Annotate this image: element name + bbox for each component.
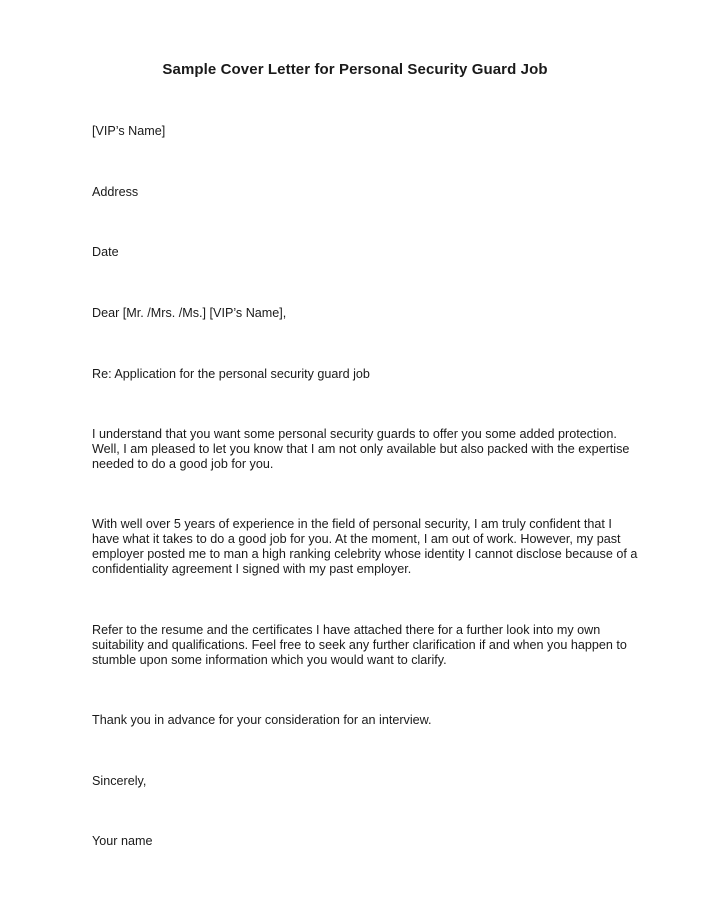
paragraph-line: I understand that you want some personal security guards to offer you some added protection. [92, 427, 617, 441]
paragraph-intro [92, 427, 652, 472]
salutation: Dear [Mr. /Mrs. /Ms.] [VIP’s Name], [92, 306, 287, 320]
paragraph-line: confidentiality agreement I signed with my past employer. [92, 562, 412, 576]
paragraph-resume [92, 623, 652, 668]
paragraph-line: Thank you in advance for your consideration for an interview. [92, 713, 432, 727]
paragraph-line: employer posted me to man a high ranking celebrity whose identity I cannot disclose because of a [92, 547, 638, 561]
paragraph-line: Refer to the resume and the certificates I have attached there for a further look into my own [92, 623, 601, 637]
paragraph-experience [92, 517, 652, 577]
paragraph-line: have what it takes to do a good job for you. At the moment, I am out of work. However, my past [92, 532, 621, 546]
subject-line: Re: Application for the personal security guard job [92, 367, 370, 381]
paragraph-thanks [92, 713, 652, 728]
recipient-address: Address [92, 185, 139, 199]
paragraph-line: Well, I am pleased to let you know that I am not only available but also packed with the expertise [92, 442, 630, 456]
letter-date: Date [92, 245, 119, 259]
recipient-name: [VIP’s Name] [92, 124, 166, 138]
document-title: Sample Cover Letter for Personal Security Guard Job [162, 61, 548, 78]
paragraph-line: needed to do a good job for you. [92, 457, 274, 471]
paragraph-line: stumble upon some information which you would want to clarify. [92, 653, 447, 667]
closing: Sincerely, [92, 774, 147, 788]
paragraph-line: With well over 5 years of experience in the field of personal security, I am truly confident that I [92, 517, 612, 531]
signature-name: Your name [92, 834, 153, 848]
paragraph-line: suitability and qualifications. Feel free to seek any further clarification if and when you happen to [92, 638, 627, 652]
